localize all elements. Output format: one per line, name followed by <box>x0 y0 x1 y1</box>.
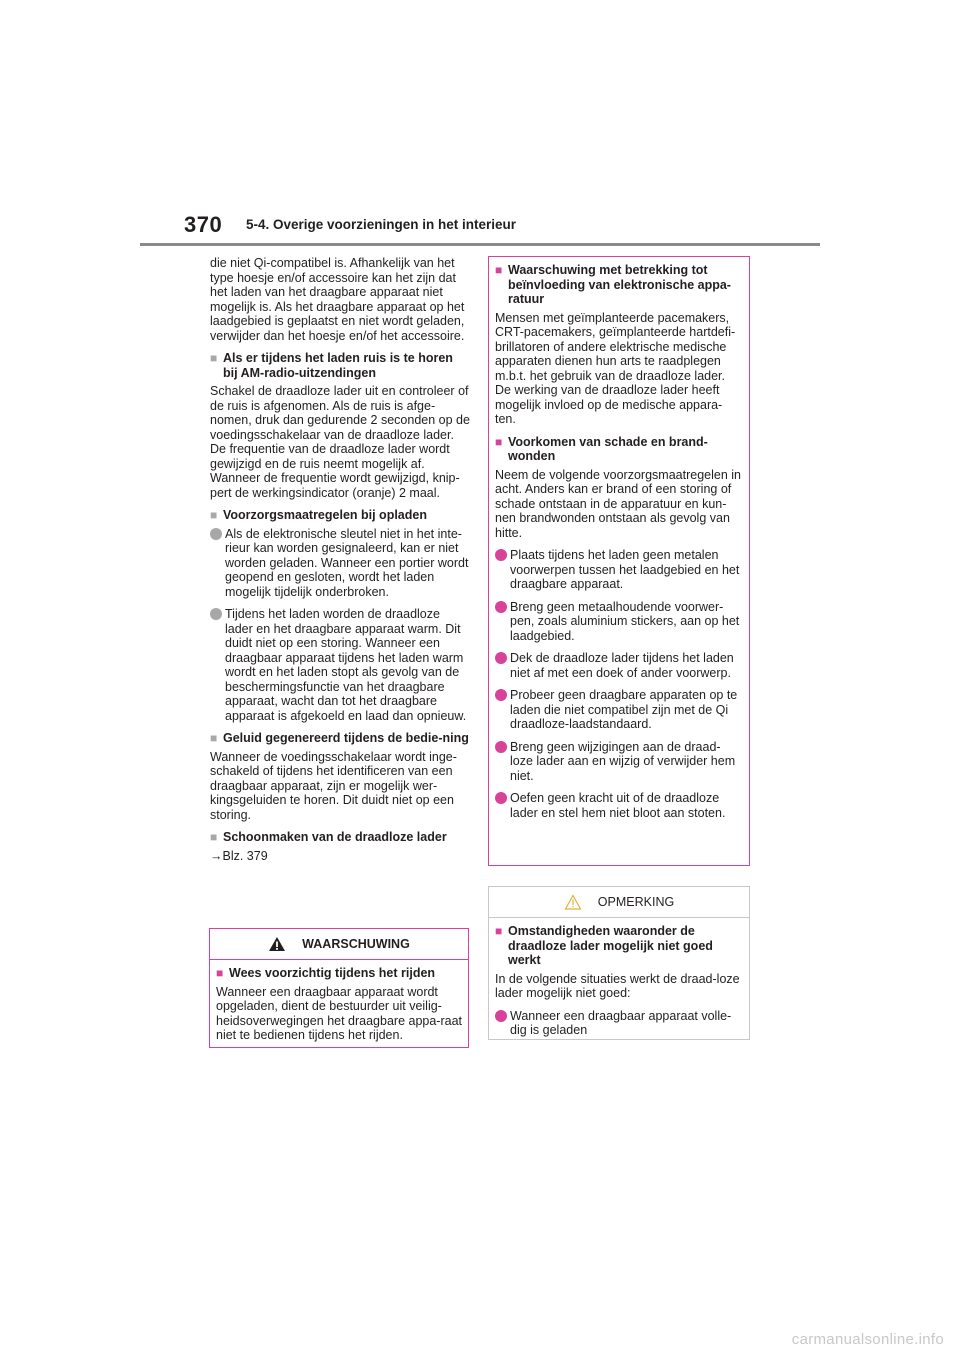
paragraph-damage: Neem de volgende voorzorgsmaatregelen in acht. Anders kan er brand of een storing of schade ontstaan in de apparatuur en kun-nen brandwonden ontstaan als gevolg van hitte. <box>495 467 741 540</box>
heading-text: Waarschuwing met betrekking tot beïnvloeding van elektronische appa-ratuur <box>508 263 731 306</box>
heading-sound <box>210 731 470 746</box>
note-title: OPMERKING <box>597 895 675 909</box>
list-item <box>495 688 743 732</box>
list-item <box>495 548 743 592</box>
page-reference: →Blz. 379 <box>210 848 268 863</box>
square-bullet-icon <box>216 966 229 981</box>
watermark: carmanualsonline.info <box>791 1331 944 1348</box>
heading-text: Wees voorzichtig tijdens het rijden <box>229 966 436 980</box>
section-title: 5-4. Overige voorzieningen in het interieur <box>246 217 517 232</box>
square-bullet-icon <box>495 263 508 307</box>
heading-damage <box>495 435 743 464</box>
square-bullet-icon <box>210 508 223 523</box>
warning-box-continued <box>488 256 750 866</box>
list-item-text: Plaats tijdens het laden geen metalen voorwerpen tussen het laadgebied en het draagbare apparaat. <box>510 548 740 591</box>
note-box <box>488 886 750 1040</box>
square-bullet-icon <box>210 351 223 380</box>
list-item <box>495 651 743 680</box>
paragraph-am-radio: Schakel de draadloze lader uit en controleer of de ruis is afgenomen. Als de ruis is afge-nomen, druk dan gedurende 2 seconden op de voedingsschakelaar van de draadloze lader. De frequentie van de draadloze lader wordt gewijzigd en de ruis neemt mogelijk af. Wanneer de frequentie wordt gewijzigd, knip-pert de werkingsindicator (oranje) 2 maal. <box>210 384 470 500</box>
heading-text: Voorkomen van schade en brand-wonden <box>508 434 708 463</box>
round-bullet-icon <box>495 792 507 804</box>
list-item-text: Probeer geen draagbare apparaten op te laden die niet compatibel zijn met de Qi draadloze-laadstandaard. <box>510 688 738 731</box>
paragraph-sound: Wanneer de voedingsschakelaar wordt inge-schakeld of tijdens het identificeren van een draagbaar apparaat, zijn er mogelijk wer-kingsgeluiden te horen. Dit duidt niet op een storing. <box>210 749 457 822</box>
left-column <box>210 256 470 871</box>
list-item-text: Tijdens het laden worden de draadloze lader en het draagbare apparaat warm. Dit duidt niet op een storing. Wanneer een draagbaar apparaat tijdens het laden warm wordt en het laden stopt als gevolg van de beschermingsfunctie van het draagbare apparaat, wacht dan tot het draagbare apparaat is afgekoeld en laad dan opnieuw. <box>225 607 467 723</box>
list-item-text: Wanneer een draagbaar apparaat volle-dig is geladen <box>510 1008 732 1037</box>
round-bullet-icon <box>495 741 507 753</box>
round-bullet-icon <box>210 528 222 540</box>
header-rule <box>140 243 820 246</box>
list-item <box>210 607 470 723</box>
warning-heading <box>216 966 462 981</box>
list-item-text: Oefen geen kracht uit of de draadloze lader en stel hem niet bloot aan stoten. <box>510 791 726 820</box>
round-bullet-icon <box>210 608 222 620</box>
list-item-text: Als de elektronische sleutel niet in het inte-rieur kan worden gesignaleerd, kan er niet worden geladen. Wanneer een portier wordt geopend en gesloten, wordt het laden mogelijk tijdelijk onderbroken. <box>225 526 469 599</box>
list-item <box>210 527 470 600</box>
list-item-text: Breng geen metaalhoudende voorwer-pen, zoals aluminium stickers, aan op het laadgebied. <box>510 599 740 643</box>
note-box-body <box>489 918 749 1052</box>
note-heading <box>495 924 743 968</box>
list-item <box>495 791 743 820</box>
note-paragraph: In de volgende situaties werkt de draad-loze lader mogelijk niet goed: <box>495 971 740 1000</box>
list-item <box>495 600 743 644</box>
heading-text: Geluid gegenereerd tijdens de bedie-ning <box>223 731 469 745</box>
paragraph-interference: Mensen met geïmplanteerde pacemakers, CRT-pacemakers, geïmplanteerde hartdefi-brillatoren of andere elektrische medische apparaten dienen hun arts te raadplegen m.b.t. het gebruik van de draadloze lader. De werking van de draadloze lader heeft mogelijk invloed op de medische appara-ten. <box>495 310 736 426</box>
round-bullet-icon <box>495 549 507 561</box>
round-bullet-icon <box>495 652 507 664</box>
heading-text: Schoonmaken van de draadloze lader <box>223 830 447 844</box>
heading-text: Voorzorgsmaatregelen bij opladen <box>223 508 427 522</box>
heading-cleaning <box>210 830 470 845</box>
caution-triangle-icon <box>564 894 582 910</box>
warning-box <box>209 928 469 1048</box>
warning-title: WAARSCHUWING <box>302 937 410 951</box>
square-bullet-icon <box>495 435 508 464</box>
heading-am-radio <box>210 351 470 380</box>
round-bullet-icon <box>495 601 507 613</box>
list-item-text: Dek de draadloze lader tijdens het laden niet af met een doek of ander voorwerp. <box>510 651 734 680</box>
warning-triangle-icon <box>268 936 286 952</box>
warning-paragraph: Wanneer een draagbaar apparaat wordt opgeladen, dient de bestuurder uit veilig-heidsoverwegingen het draagbare appa-raat niet te bedienen tijdens het rijden. <box>216 984 463 1042</box>
heading-text: Omstandigheden waaronder de draadloze lader mogelijk niet goed werkt <box>508 924 713 967</box>
heading-precautions <box>210 508 470 523</box>
heading-interference <box>495 263 743 307</box>
square-bullet-icon <box>210 830 223 845</box>
round-bullet-icon <box>495 1010 507 1022</box>
warning-box-body <box>210 960 468 1057</box>
heading-text: Als er tijdens het laden ruis is te horen bij AM-radio-uitzendingen <box>223 351 453 380</box>
square-bullet-icon <box>210 731 223 746</box>
list-item <box>495 1009 743 1038</box>
page-number: 370 <box>184 212 223 237</box>
round-bullet-icon <box>495 689 507 701</box>
square-bullet-icon <box>495 924 508 968</box>
warning-box-header <box>210 929 468 960</box>
list-item <box>495 740 743 784</box>
note-box-header <box>489 887 749 918</box>
intro-paragraph: die niet Qi-compatibel is. Afhankelijk van het type hoesje en/of accessoire kan het zijn dat het laden van het draagbare apparaat niet mogelijk is. Als het draagbare apparaat op het laadgebied is geplaatst en niet wordt geladen, verwijder dan het hoesje en/of het accessoire. <box>210 256 465 343</box>
list-item-text: Breng geen wijzigingen aan de draad-loze lader aan en wijzig of verwijder hem niet. <box>510 739 736 783</box>
